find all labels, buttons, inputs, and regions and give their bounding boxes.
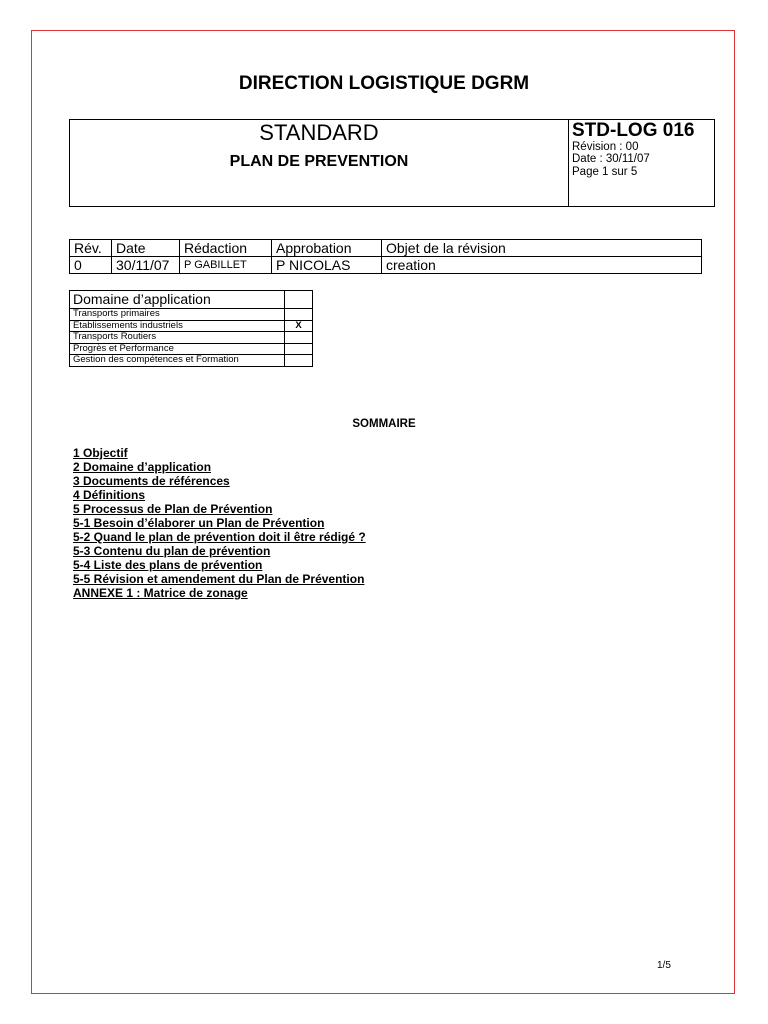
summary-title: SOMMAIRE: [352, 418, 416, 430]
toc-item-quand[interactable]: 5-2 Quand le plan de prévention doit il être rédigé ?: [73, 530, 366, 544]
revision-header-objet: Objet de la révision: [382, 240, 702, 257]
table-row: [70, 343, 313, 355]
toc-item-documents[interactable]: 3 Documents de références: [73, 474, 230, 488]
revision-table-header-row: [70, 240, 702, 257]
domain-table-header-row: [70, 291, 313, 309]
toc-item-besoin[interactable]: 5-1 Besoin d’élaborer un Plan de Prévention: [73, 516, 325, 530]
domain-mark: X: [285, 320, 313, 332]
header-left-cell: [70, 120, 569, 206]
toc-item-contenu[interactable]: 5-3 Contenu du plan de prévention: [73, 544, 271, 558]
revision-cell-redaction: P GABILLET: [180, 257, 272, 274]
document-code: STD-LOG 016: [572, 120, 695, 141]
domain-header-mark: [285, 291, 313, 309]
domain-mark: [285, 309, 313, 321]
revision-cell-approbation: P NICOLAS: [272, 257, 382, 274]
domain-mark: [285, 332, 313, 344]
revision-cell-objet: creation: [382, 257, 702, 274]
toc-item-annexe[interactable]: ANNEXE 1 : Matrice de zonage: [73, 586, 248, 600]
toc-item-revision[interactable]: 5-5 Révision et amendement du Plan de Prévention: [73, 572, 365, 586]
revision-header-approbation: Approbation: [272, 240, 382, 257]
revision-cell-date: 30/11/07: [112, 257, 180, 274]
document-date: Date : 30/11/07: [572, 153, 650, 165]
table-of-contents: [73, 446, 366, 600]
revision-cell-rev: 0: [70, 257, 112, 274]
revision-table: [69, 239, 702, 274]
table-row: [70, 355, 313, 367]
table-row: [70, 332, 313, 344]
revision-header-rev: Rév.: [70, 240, 112, 257]
toc-item-domaine[interactable]: 2 Domaine d’application: [73, 460, 212, 474]
revision-header-redaction: Rédaction: [180, 240, 272, 257]
domain-header: Domaine d’application: [70, 291, 285, 309]
document-title: DIRECTION LOGISTIQUE DGRM: [238, 73, 530, 94]
toc-item-liste[interactable]: 5-4 Liste des plans de prévention: [73, 558, 263, 572]
header-block: [69, 119, 715, 207]
document-subject: PLAN DE PREVENTION: [229, 153, 409, 170]
domain-label: Transports Routiers: [70, 332, 285, 344]
toc-item-definitions[interactable]: 4 Définitions: [73, 488, 146, 502]
page-number: 1/5: [657, 960, 671, 971]
domain-label: Transports primaires: [70, 309, 285, 321]
domain-label: Etablissements industriels: [70, 320, 285, 332]
table-row: [70, 320, 313, 332]
toc-item-objectif[interactable]: 1 Objectif: [73, 446, 128, 460]
domain-mark: [285, 355, 313, 367]
table-row: [70, 309, 313, 321]
document-type-label: STANDARD: [259, 120, 379, 145]
domain-label: Progrès et Performance: [70, 343, 285, 355]
revision-header-date: Date: [112, 240, 180, 257]
domain-table: [69, 290, 313, 367]
revision-number: Révision : 00: [572, 141, 639, 153]
page-count: Page 1 sur 5: [572, 166, 638, 178]
toc-item-processus[interactable]: 5 Processus de Plan de Prévention: [73, 502, 273, 516]
domain-mark: [285, 343, 313, 355]
domain-label: Gestion des compétences et Formation: [70, 355, 285, 367]
table-row: [70, 257, 702, 274]
